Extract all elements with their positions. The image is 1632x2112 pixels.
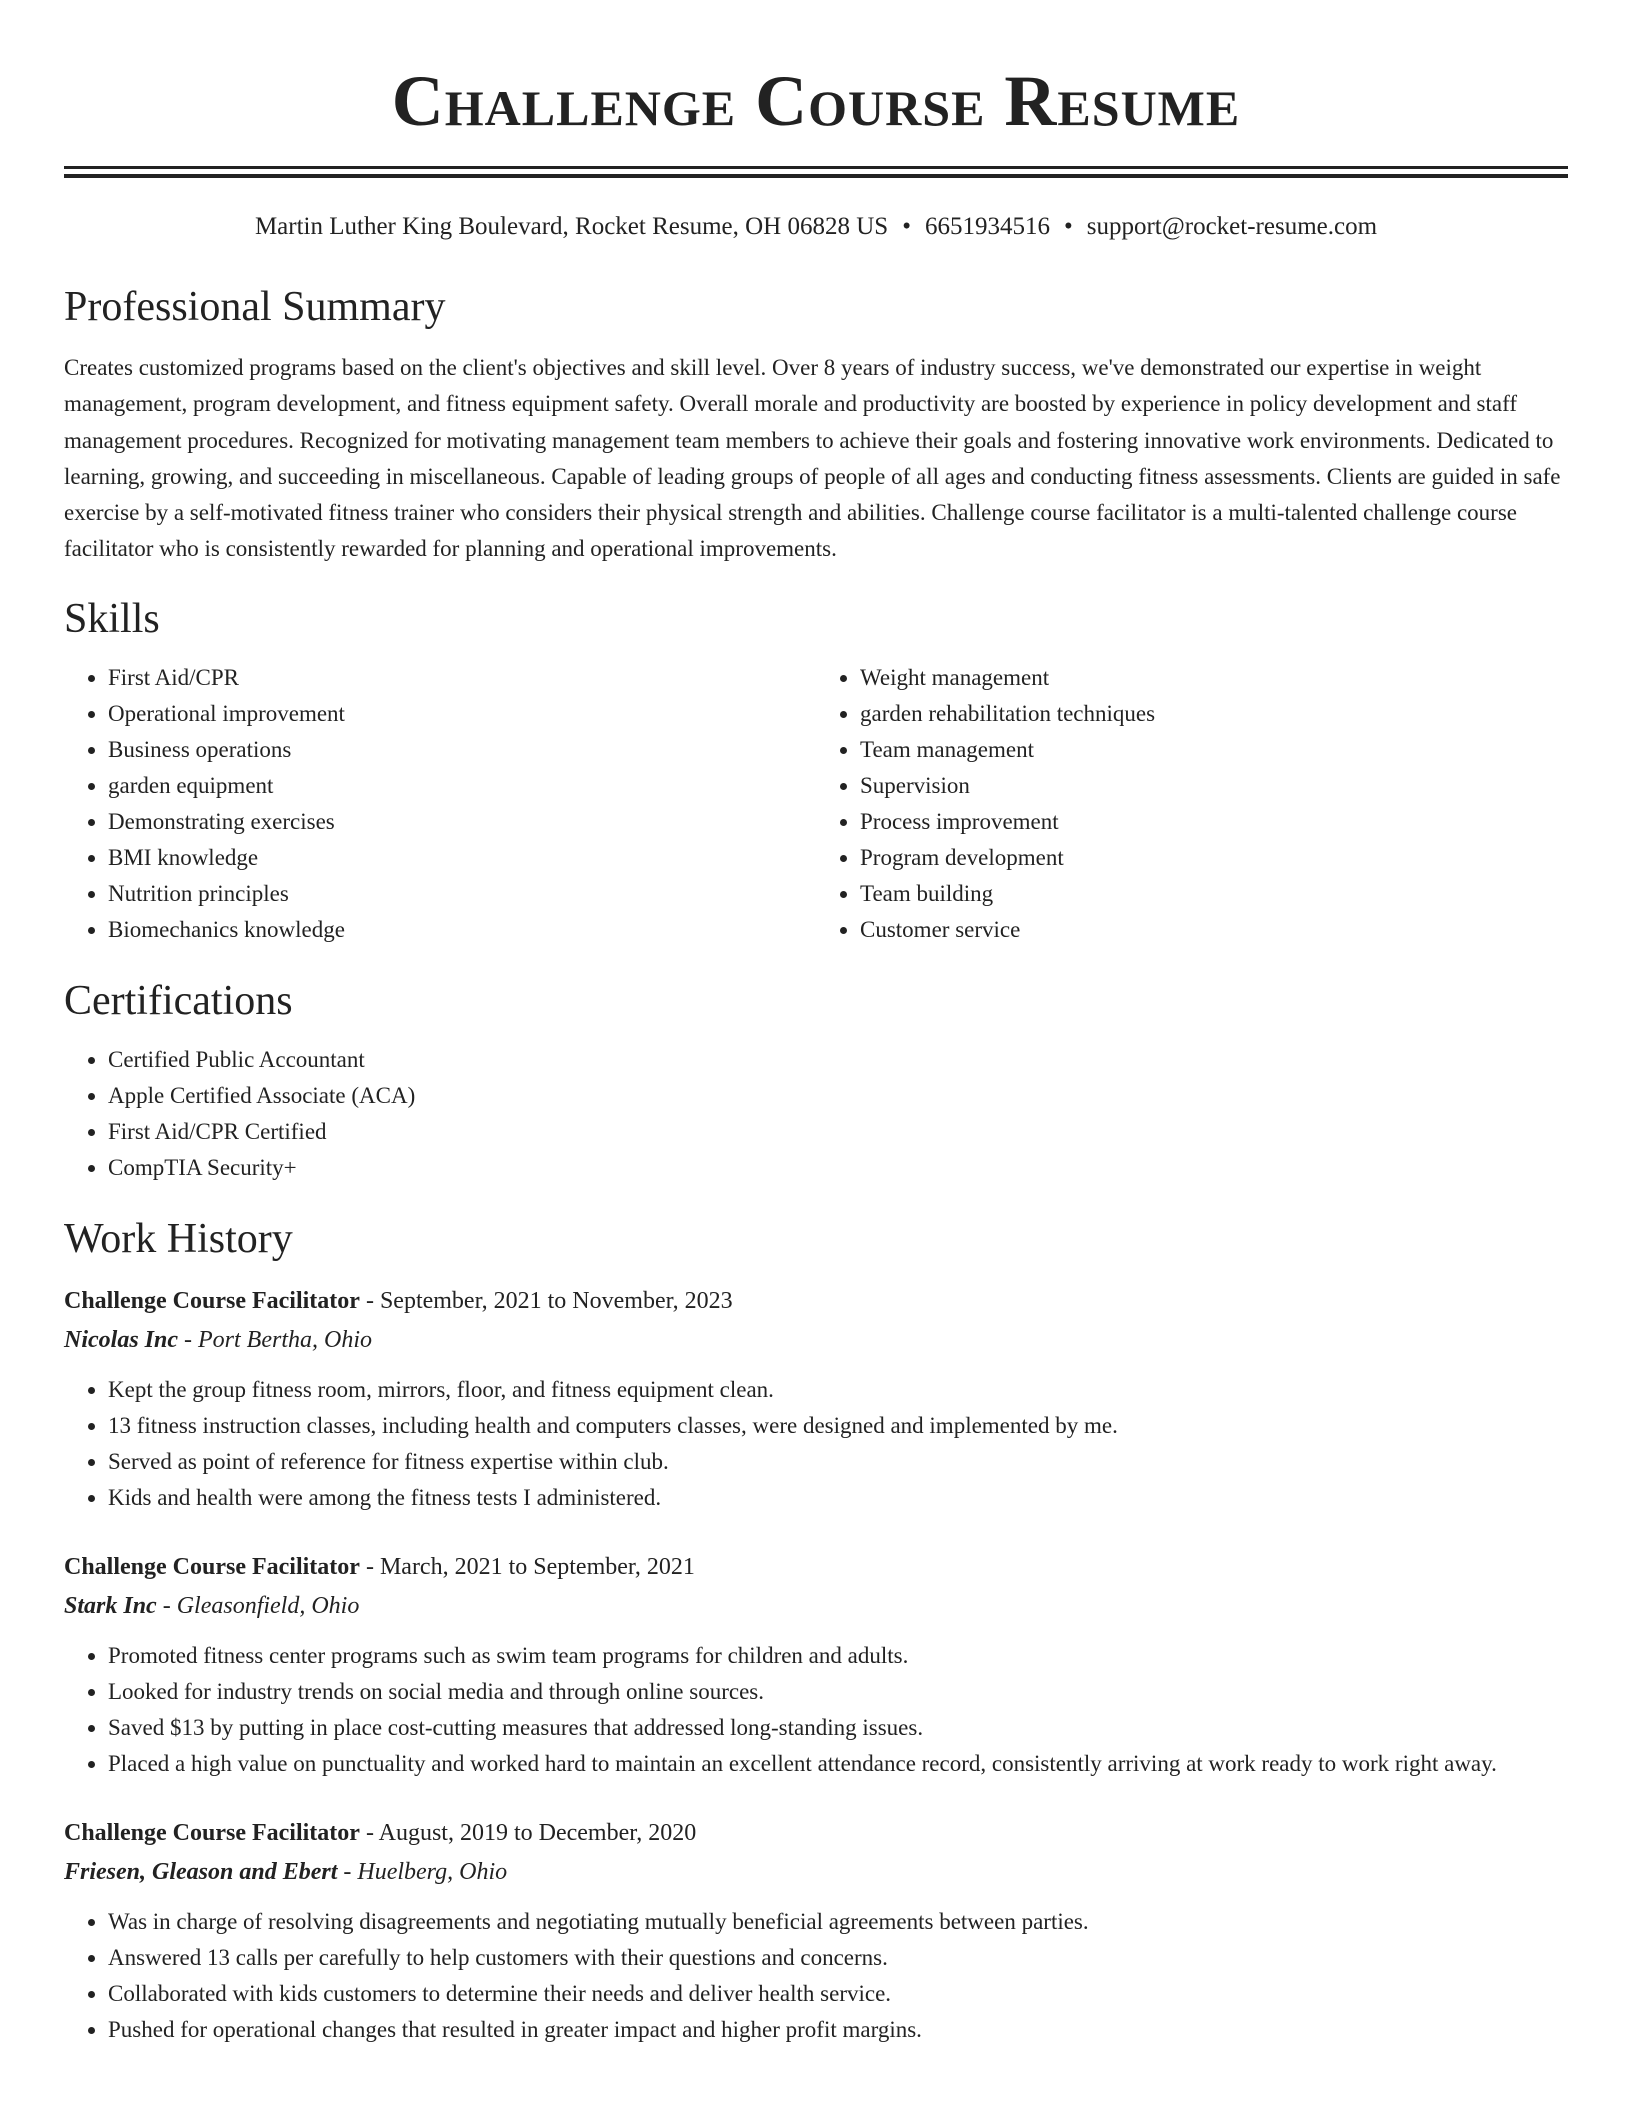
- skill-item: • Program development: [860, 840, 1568, 876]
- skill-item: • First Aid/CPR: [108, 660, 816, 696]
- skill-item: • Supervision: [860, 768, 1568, 804]
- skill-item: • Operational improvement: [108, 696, 816, 732]
- job-bullets: [64, 1904, 1568, 2048]
- job-bullet: • Saved $13 by putting in place cost-cutting measures that addressed long-standing issues.: [108, 1710, 1568, 1746]
- contact-separator: •: [902, 213, 911, 240]
- job-bullet: • Kids and health were among the fitness tests I administered.: [108, 1480, 1568, 1516]
- job-title: Challenge Course Facilitator: [64, 1819, 360, 1846]
- job-bullet: • Kept the group fitness room, mirrors, floor, and fitness equipment clean.: [108, 1372, 1568, 1408]
- certification-item: • CompTIA Security+: [108, 1150, 1568, 1186]
- skill-item: • Nutrition principles: [108, 876, 816, 912]
- certification-item: • Apple Certified Associate (ACA): [108, 1078, 1568, 1114]
- job-bullet: • Answered 13 calls per carefully to help customers with their questions and concerns.: [108, 1940, 1568, 1976]
- job-bullet: • Was in charge of resolving disagreements and negotiating mutually beneficial agreements between parties.: [108, 1904, 1568, 1940]
- work-history-heading: Work History: [64, 1215, 293, 1262]
- job-bullets: [64, 1372, 1568, 1516]
- skill-item: • Weight management: [860, 660, 1568, 696]
- job-bullet: • Placed a high value on punctuality and worked hard to maintain an excellent attendance record, consistently arriving at work ready to work right away.: [108, 1746, 1568, 1782]
- skills-columns: [64, 660, 1568, 948]
- skill-item: • Team management: [860, 732, 1568, 768]
- job-title-line: [64, 1282, 1568, 1321]
- job-bullet: • Looked for industry trends on social media and through online sources.: [108, 1674, 1568, 1710]
- summary-heading: Professional Summary: [64, 284, 446, 330]
- job-title: Challenge Course Facilitator: [64, 1287, 360, 1314]
- job-company-line: [64, 1587, 1568, 1626]
- job-dates: - March, 2021 to September, 2021: [359, 1553, 695, 1580]
- job-title-line: [64, 1814, 1568, 1853]
- contact-separator: •: [1063, 213, 1073, 240]
- job-bullet: • Pushed for operational changes that resulted in greater impact and higher profit margins.: [108, 2012, 1568, 2048]
- skills-list-right: [816, 660, 1568, 948]
- job-company: Nicolas Inc: [64, 1326, 178, 1353]
- job-bullets: [64, 1638, 1568, 1782]
- skills-heading: Skills: [64, 595, 160, 642]
- skills-list-left: [64, 660, 816, 948]
- title-divider-bottom: [64, 174, 1568, 178]
- job-bullet: • Collaborated with kids customers to determine their needs and deliver health service.: [108, 1976, 1568, 2012]
- skill-item: • Team building: [860, 876, 1568, 912]
- skill-item: • Business operations: [108, 732, 816, 768]
- job-entry: [64, 1548, 1568, 1782]
- job-bullet: • 13 fitness instruction classes, including health and computers classes, were designed and implemented by me.: [108, 1408, 1568, 1444]
- job-company: Friesen, Gleason and Ebert: [64, 1858, 338, 1885]
- contact-address: Martin Luther King Boulevard, Rocket Resume, OH 06828 US: [254, 213, 889, 240]
- skill-item: • Customer service: [860, 912, 1568, 948]
- job-company: Stark Inc: [64, 1592, 157, 1619]
- job-title-line: [64, 1548, 1568, 1587]
- skill-item: • garden equipment: [108, 768, 816, 804]
- resume-title: Challenge Course Resume: [391, 61, 1241, 141]
- certification-item: • First Aid/CPR Certified: [108, 1114, 1568, 1150]
- job-location: - Port Bertha, Ohio: [178, 1326, 372, 1353]
- skill-item: • Process improvement: [860, 804, 1568, 840]
- job-entry: [64, 1282, 1568, 1516]
- job-entry: [64, 1814, 1568, 2048]
- certifications-heading: Certifications: [64, 977, 293, 1024]
- job-bullet: • Served as point of reference for fitness expertise within club.: [108, 1444, 1568, 1480]
- skill-item: • Demonstrating exercises: [108, 804, 816, 840]
- skill-item: • BMI knowledge: [108, 840, 816, 876]
- job-location: - Gleasonfield, Ohio: [156, 1592, 360, 1619]
- contact-phone: 6651934516: [924, 213, 1050, 240]
- contact-email: support@rocket-resume.com: [1086, 213, 1378, 240]
- job-dates: - September, 2021 to November, 2023: [359, 1287, 733, 1314]
- job-company-line: [64, 1321, 1568, 1360]
- job-bullet: • Promoted fitness center programs such as swim team programs for children and adults.: [108, 1638, 1568, 1674]
- summary-text: Creates customized programs based on the client's objectives and skill level. Over 8 years of industry success, we've demonstrated our expertise in weight management, program development, and fitness equipment safety. Overall morale and productivity are boosted by experience in policy development and staff management procedures. Recognized for motivating management team members to achieve their goals and fostering innovative work environments. Dedicated to learning, growing, and succeeding in miscellaneous. Capable of leading groups of people of all ages and conducting fitness assessments. Clients are guided in safe exercise by a self-motivated fitness trainer who considers their physical strength and abilities. Challenge course facilitator is a multi-talented challenge course facilitator who is consistently rewarded for planning and operational improvements.: [64, 355, 1561, 562]
- job-dates: - August, 2019 to December, 2020: [359, 1819, 697, 1846]
- skill-item: • Biomechanics knowledge: [108, 912, 816, 948]
- job-title: Challenge Course Facilitator: [64, 1553, 360, 1580]
- certifications-list: [64, 1042, 1568, 1186]
- certification-item: • Certified Public Accountant: [108, 1042, 1568, 1078]
- contact-line: [64, 212, 1568, 242]
- skill-item: • garden rehabilitation techniques: [860, 696, 1568, 732]
- title-divider-top: [64, 166, 1568, 169]
- job-company-line: [64, 1853, 1568, 1892]
- job-location: - Huelberg, Ohio: [337, 1858, 508, 1885]
